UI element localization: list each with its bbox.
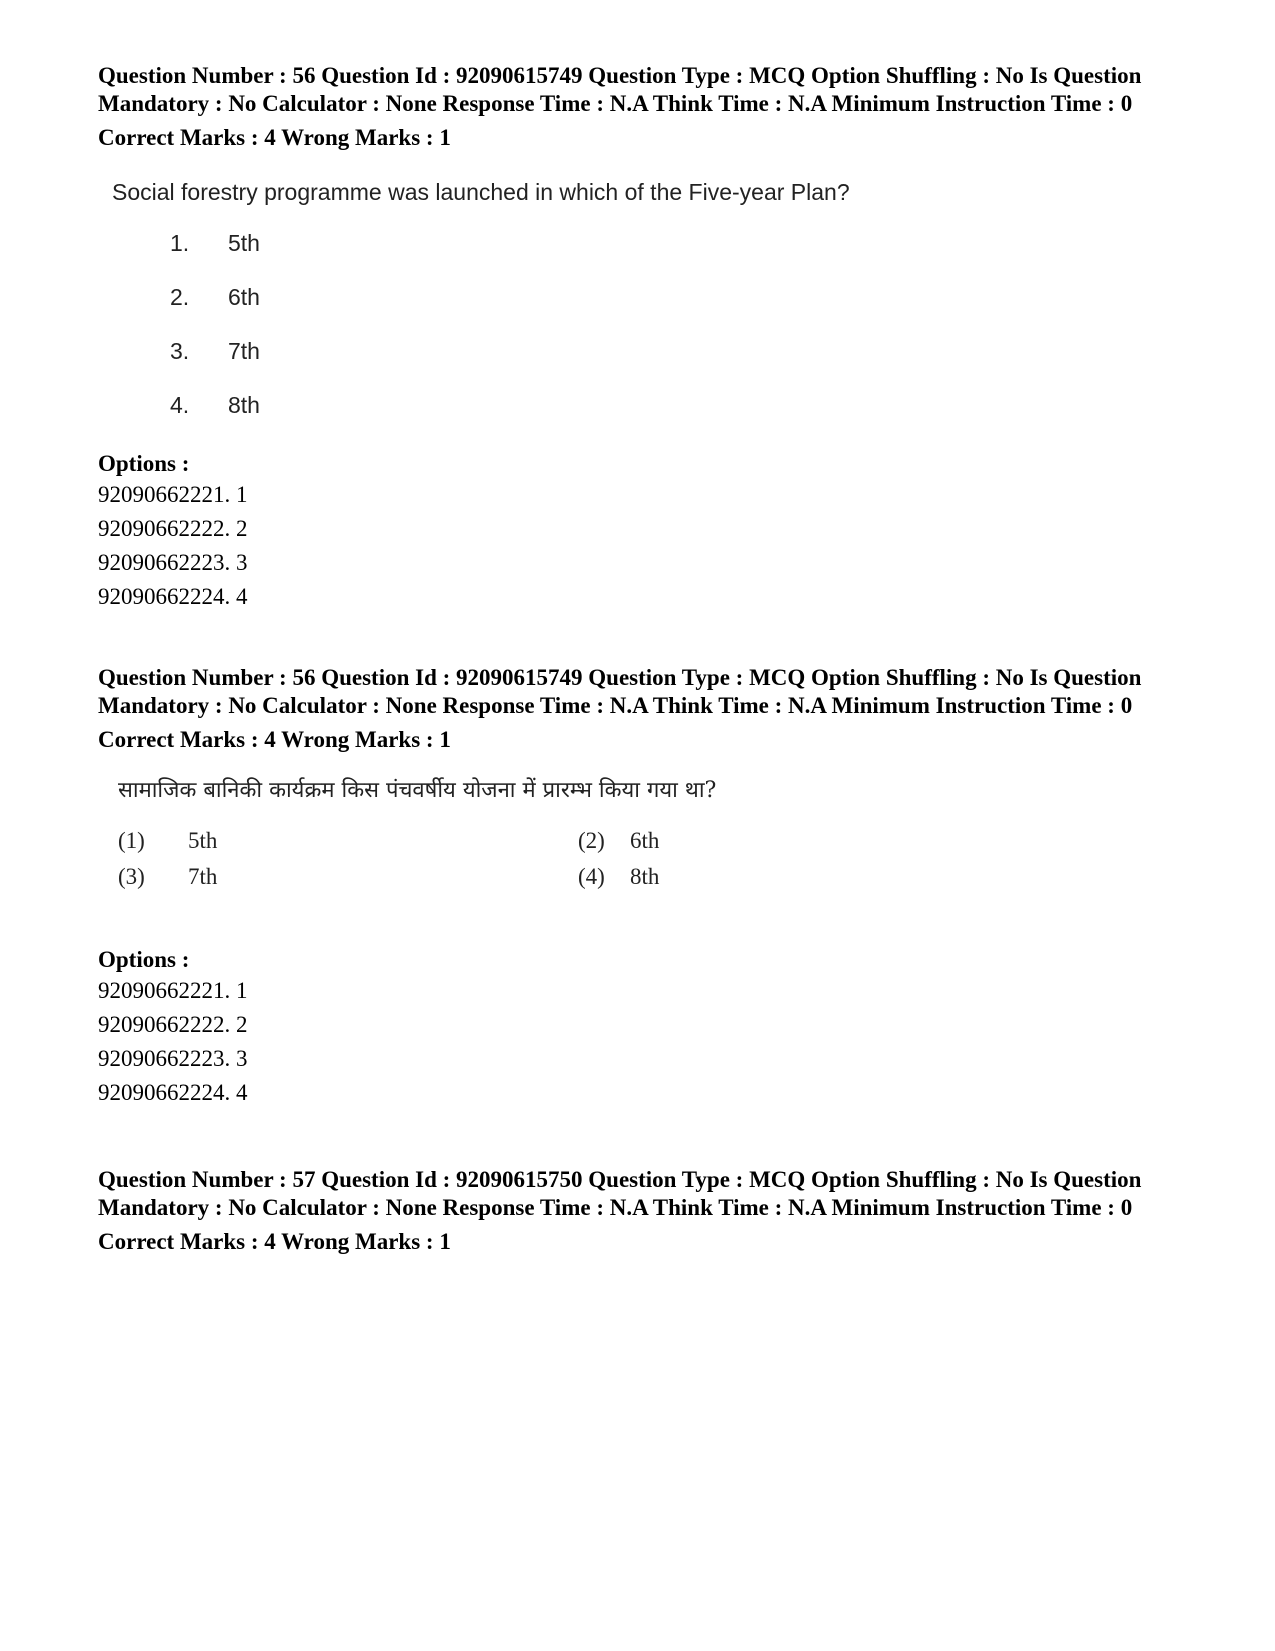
choice-item [578, 828, 778, 854]
option-item: 92090662221. 1 [98, 482, 248, 507]
choice-number: 2. [170, 284, 190, 310]
option-item: 92090662223. 3 [98, 550, 248, 575]
choice-text: 5th [228, 230, 260, 256]
question-marks: Correct Marks : 4 Wrong Marks : 1 [98, 125, 451, 150]
question-meta: Question Number : 56 Question Id : 92090615749 Question Type : MCQ Option Shuffling : No Is Question Mandatory : No Calculator : None Response Time : N.A Think Time : N.A Minimum Instruction Time : 0 [98, 63, 1142, 116]
choice-number: (4) [578, 864, 605, 889]
question-meta: Question Number : 57 Question Id : 92090615750 Question Type : MCQ Option Shuffling : No Is Question Mandatory : No Calculator : None Response Time : N.A Think Time : N.A Minimum Instruction Time : 0 [98, 1167, 1142, 1220]
choice-number: (3) [118, 864, 145, 889]
option-item: 92090662222. 2 [98, 1012, 248, 1037]
choice-text: 6th [228, 284, 260, 310]
question-block-57 [98, 1166, 1178, 1256]
question-marks: Correct Marks : 4 Wrong Marks : 1 [98, 1229, 451, 1254]
choice-item [118, 828, 578, 854]
choice-text: 8th [630, 864, 660, 889]
choice-grid [118, 828, 1178, 890]
question-image [118, 776, 1178, 890]
choice-number: (2) [578, 828, 605, 853]
choice-number: (1) [118, 828, 145, 853]
choice-text: 8th [228, 392, 260, 418]
option-item: 92090662223. 3 [98, 1046, 248, 1071]
choice-item [578, 864, 778, 890]
choice-item [170, 230, 1178, 284]
question-marks: Correct Marks : 4 Wrong Marks : 1 [98, 727, 451, 752]
choice-item [118, 864, 578, 890]
choice-item [170, 338, 1178, 392]
question-stem: Social forestry programme was launched in which of the Five-year Plan? [112, 179, 850, 205]
choice-list [170, 230, 1178, 446]
choice-text: 6th [630, 828, 660, 853]
choice-number: 1. [170, 230, 190, 256]
options-block-56-hi [98, 946, 1178, 1110]
option-item: 92090662224. 4 [98, 1080, 248, 1105]
option-item: 92090662224. 4 [98, 584, 248, 609]
question-block-56-hi [98, 664, 1178, 890]
choice-text: 5th [188, 828, 218, 853]
option-item: 92090662221. 1 [98, 978, 248, 1003]
option-item: 92090662222. 2 [98, 516, 248, 541]
choice-item [170, 392, 1178, 446]
options-label: Options : [98, 451, 190, 476]
options-block-56-en [98, 450, 1178, 614]
choice-text: 7th [188, 864, 218, 889]
choice-number: 3. [170, 338, 190, 364]
choice-number: 4. [170, 392, 190, 418]
question-meta: Question Number : 56 Question Id : 92090615749 Question Type : MCQ Option Shuffling : No Is Question Mandatory : No Calculator : None Response Time : N.A Think Time : N.A Minimum Instruction Time : 0 [98, 665, 1142, 718]
choice-text: 7th [228, 338, 260, 364]
question-stem: सामाजिक बानिकी कार्यक्रम किस पंचवर्षीय योजना में प्रारम्भ किया गया था? [118, 778, 717, 803]
options-label: Options : [98, 947, 190, 972]
question-image [112, 178, 1178, 446]
choice-item [170, 284, 1178, 338]
question-block-56-en [98, 62, 1178, 446]
